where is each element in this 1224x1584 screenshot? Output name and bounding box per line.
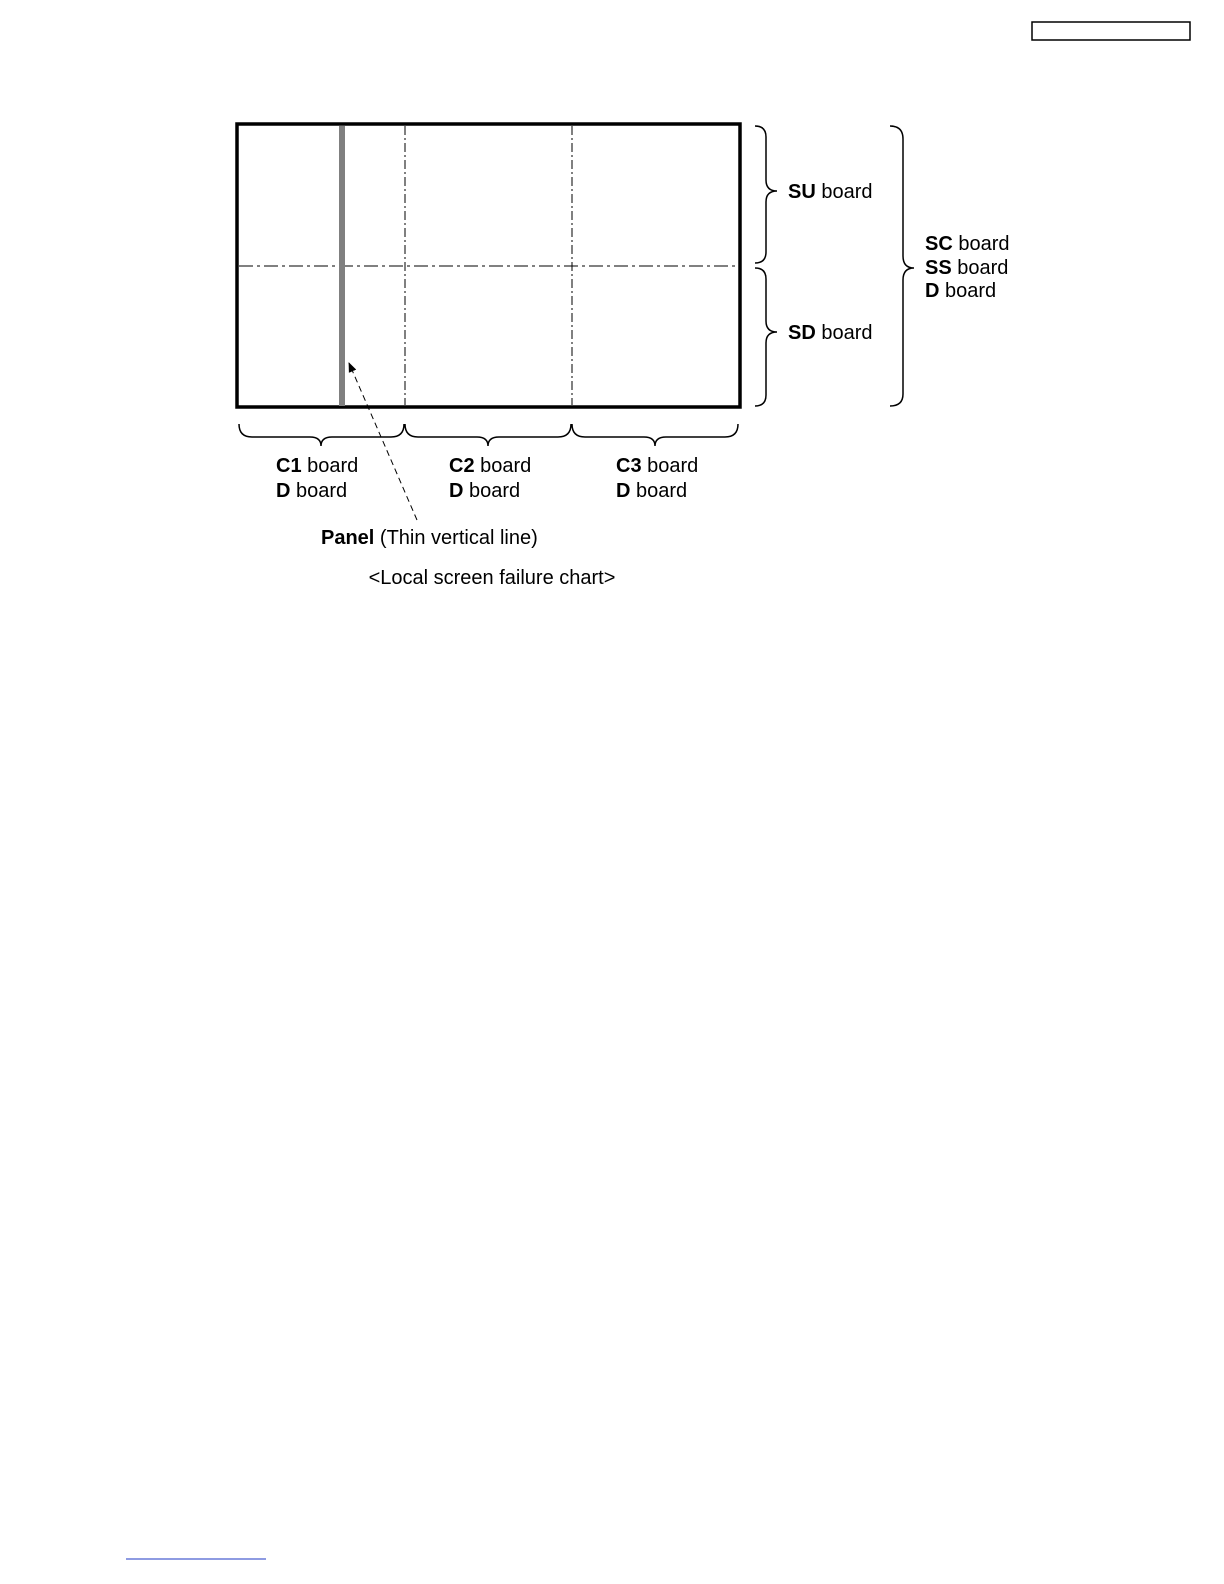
- label-panel-thin-vertical-line: Panel (Thin vertical line): [321, 527, 538, 549]
- label-d-board-side: D board: [925, 280, 997, 302]
- label-sd-board: SD board: [788, 322, 873, 344]
- label-c2-d-board: D board: [449, 480, 521, 502]
- brace-sd: [755, 268, 777, 406]
- label-sc-board: SC board: [925, 233, 1010, 255]
- label-ss-board: SS board: [925, 257, 1009, 279]
- brace-c1: [239, 424, 404, 446]
- diagram-caption: <Local screen failure chart>: [368, 567, 616, 589]
- thin-vertical-failure-line: [339, 126, 345, 406]
- brace-c3: [572, 424, 738, 446]
- label-c2-board: C2 board: [449, 455, 532, 477]
- label-su-board: SU board: [788, 181, 873, 203]
- label-c3-board: C3 board: [616, 455, 699, 477]
- brace-side-group: [890, 126, 914, 406]
- label-c3-d-board: D board: [616, 480, 688, 502]
- label-c1-board: C1 board: [276, 455, 359, 477]
- brace-su: [755, 126, 777, 263]
- header-box: [1032, 22, 1190, 40]
- brace-c2: [405, 424, 571, 446]
- label-c1-d-board: D board: [276, 480, 348, 502]
- panel-callout-arrow: [349, 363, 417, 520]
